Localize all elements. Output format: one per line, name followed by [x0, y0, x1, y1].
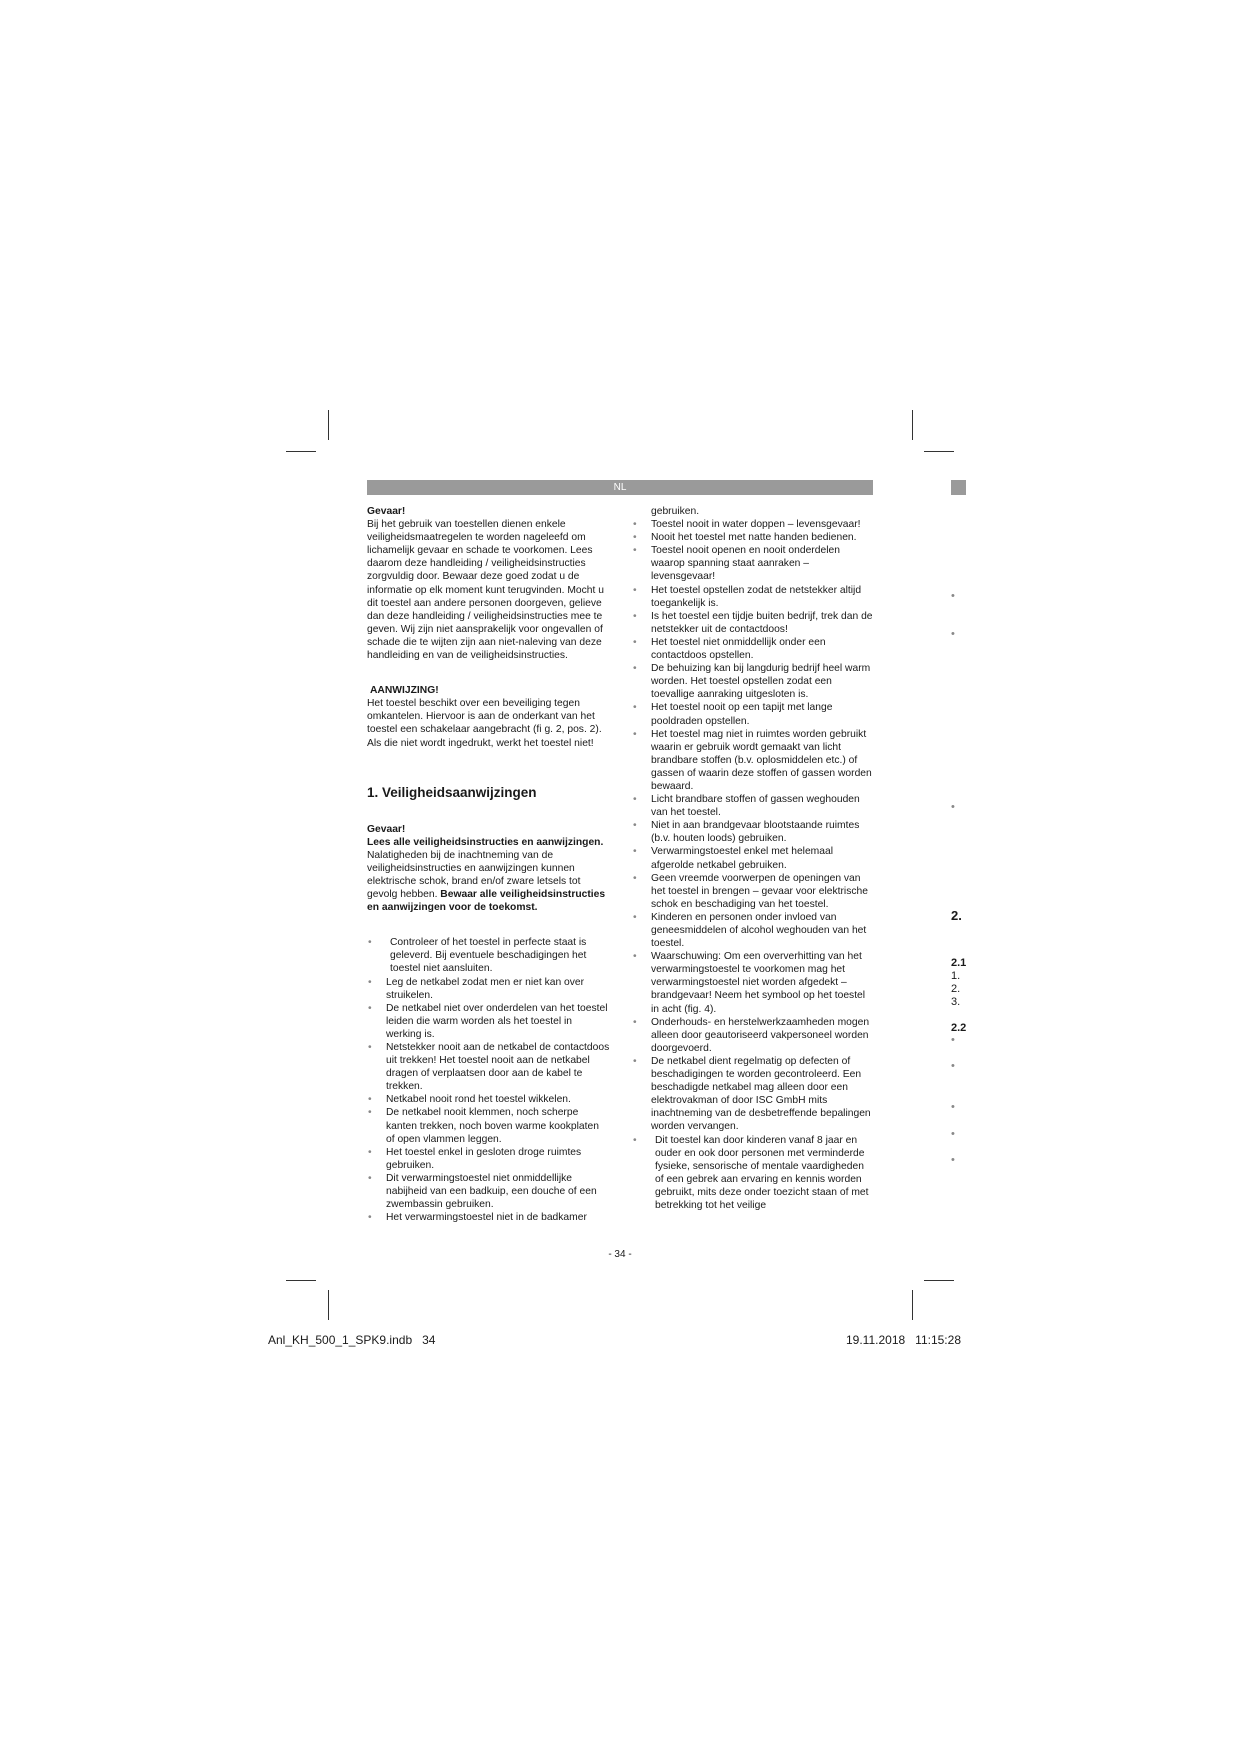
crop-mark — [286, 451, 316, 452]
crop-mark — [912, 410, 913, 440]
margin-step-number: 2. — [951, 983, 961, 995]
continuation-text: gebruiken. — [651, 506, 700, 517]
crop-mark — [912, 1290, 913, 1320]
list-item: • Niet in aan brandgevaar blootstaande ruimtes (b.v. houten loods) gebruiken. — [632, 819, 875, 845]
list-item: • Dit verwarmingstoestel niet onmiddellijke nabijheid van een badkuip, een douche of een zwembassin gebruiken. — [367, 1172, 610, 1211]
list-item: • Het toestel opstellen zodat de netstekker altijd toegankelijk is. — [632, 584, 875, 610]
list-item: • Waarschuwing: Om een oververhitting van het verwarmingstoestel te voorkomen mag het verwarmingstoestel niet worden afgedekt – brandgevaar! Neem het symbool op het toestel in acht (fig. 4). — [632, 950, 875, 1015]
danger2-title: Gevaar! — [367, 823, 406, 835]
danger-text: Bij het gebruik van toestellen dienen enkele veiligheidsmaatregelen te worden nageleefd om lichamelijk gevaar en schade te voorkomen. Lees daarom deze handleiding / veiligheidsinstructies zorgvuldig door. Bewaar deze goed zodat u de informatie op elk moment kunt terugvinden. Mocht u dit toestel aan andere personen doorgeven, gelieve dan deze handleiding / veiligheidsinstructies mee te geven. Wij zijn niet aansprakelijk voor ongevallen of schade die te wijten zijn aan niet-naleving van deze handleiding en van de veiligheidsinstructies. — [367, 519, 604, 662]
list-item: • De netkabel niet over onderdelen van het toestel leiden die warm worden als het toestel in werking is. — [367, 1002, 610, 1041]
list-item: • Het toestel enkel in gesloten droge ruimtes gebruiken. — [367, 1146, 610, 1172]
list-item: • Licht brandbare stoffen of gassen weghouden van het toestel. — [632, 793, 875, 819]
crop-mark — [924, 451, 954, 452]
margin-bullet: • — [951, 801, 955, 813]
margin-marker — [951, 480, 966, 495]
list-item: • Dit toestel kan door kinderen vanaf 8 jaar en ouder en ook door personen met verminderde fysieke, sensorische of mentale vaardigheden of een gebrek aan ervaring en kennis worden gebruikt, mits deze onder toezicht staan of met betrekking tot het veilige — [632, 1134, 875, 1213]
danger2-bold1: Lees alle veiligheidsinstructies en aanwijzingen. — [367, 836, 604, 848]
margin-bullet: • — [951, 590, 955, 602]
list-item: • De netkabel nooit klemmen, noch scherpe kanten trekken, noch boven warme kookplaten of open vlammen leggen. — [367, 1106, 610, 1145]
crop-mark — [286, 1280, 316, 1281]
list-item: • Is het toestel een tijdje buiten bedrijf, trek dan de netstekker uit de contactdoos! — [632, 610, 875, 636]
page-number: - 34 - — [608, 1249, 632, 1260]
danger2-body: Nalatigheden bij de inachtneming van de veiligheidsinstructies en aanwijzingen kunnen elektrische schok, brand en/of zware letsels tot gevolg hebben. — [367, 849, 581, 901]
list-item: • Kinderen en personen onder invloed van geneesmiddelen of alcohol weghouden van het toestel. — [632, 911, 875, 950]
print-timestamp: 19.11.2018 11:15:28 — [846, 1333, 961, 1347]
safety-list-right — [632, 518, 875, 1212]
list-item: • Nooit het toestel met natte handen bedienen. — [632, 531, 875, 544]
left-column — [367, 505, 610, 1224]
list-item: • Netstekker nooit aan de netkabel de contactdoos uit trekken! Het toestel nooit aan de netkabel dragen of verplaatsen door aan de kabel te trekken. — [367, 1041, 610, 1093]
margin-bullet: • — [951, 1154, 955, 1166]
margin-sub-number: 2.1 — [951, 957, 967, 969]
danger2-bold2: Bewaar alle veiligheidsinstructies en aanwijzingen voor de toekomst. — [367, 889, 606, 914]
list-item: • De behuizing kan bij langdurig bedrijf heel warm worden. Het toestel opstellen zodat een toevallige aanraking uitgesloten is. — [632, 662, 875, 701]
note-title: AANWIJZING! — [370, 685, 439, 697]
danger-title: Gevaar! — [367, 506, 406, 517]
crop-mark — [328, 1290, 329, 1320]
note-text: Het toestel beschikt over een beveiliging tegen omkantelen. Hiervoor is aan de onderkant van het toestel een schakelaar aangebracht (fi g. 2, pos. 2). Als die niet wordt ingedrukt, werkt het toestel niet! — [367, 698, 602, 749]
margin-step-number: 3. — [951, 996, 961, 1008]
list-item: • Netkabel nooit rond het toestel wikkelen. — [367, 1093, 610, 1106]
crop-mark — [924, 1280, 954, 1281]
list-item: • Geen vreemde voorwerpen de openingen van het toestel in brengen – gevaar voor elektrische schok en beschadiging van het toestel. — [632, 872, 875, 911]
margin-bullet: • — [951, 628, 955, 640]
file-name: Anl_KH_500_1_SPK9.indb 34 — [268, 1333, 436, 1347]
list-item: • Leg de netkabel zodat men er niet kan over struikelen. — [367, 976, 610, 1002]
safety-list-left — [367, 936, 610, 1224]
list-item: • Controleer of het toestel in perfecte staat is geleverd. Bij eventuele beschadigingen het toestel niet aansluiten. — [367, 936, 610, 975]
margin-bullet: • — [951, 1128, 955, 1140]
crop-mark — [328, 410, 329, 440]
list-item: • Het toestel niet onmiddellijk onder een contactdoos opstellen. — [632, 636, 875, 662]
margin-step-number: 1. — [951, 970, 961, 982]
list-item: • Toestel nooit in water doppen – levensgevaar! — [632, 518, 875, 531]
margin-sub-number: 2.2 — [951, 1022, 967, 1034]
list-item: • Het toestel mag niet in ruimtes worden gebruikt waarin er gebruik wordt gemaakt van licht brandbare stoffen (b.v. oplosmiddelen etc.) of gassen of waarin deze stoffen of gassen worden bewaard. — [632, 728, 875, 793]
danger2-text — [367, 836, 610, 915]
margin-section-number: 2. — [951, 908, 962, 923]
language-header: NL — [367, 480, 873, 495]
list-item: • Toestel nooit openen en nooit onderdelen waarop spanning staat aanraken – levensgevaar! — [632, 544, 875, 583]
list-item: • Onderhouds- en herstelwerkzaamheden mogen alleen door geautoriseerd vakpersoneel worden doorgevoerd. — [632, 1016, 875, 1055]
list-item: • Verwarmingstoestel enkel met helemaal afgerolde netkabel gebruiken. — [632, 845, 875, 871]
section-title: 1. Veiligheidsaanwijzingen — [367, 784, 537, 800]
right-column — [632, 505, 875, 1212]
margin-bullet: • — [951, 1060, 955, 1072]
list-item: • Het toestel nooit op een tapijt met lange pooldraden opstellen. — [632, 701, 875, 727]
list-item: • Het verwarmingstoestel niet in de badkamer — [367, 1211, 610, 1224]
margin-bullet: • — [951, 1101, 955, 1113]
list-item: • De netkabel dient regelmatig op defecten of beschadigingen te worden gecontroleerd. Een beschadigde netkabel mag alleen door een elektrovakman of door ISC GmbH mits inachtneming van de desbetreffende bepalingen worden vervangen. — [632, 1055, 875, 1134]
margin-bullet: • — [951, 1034, 955, 1046]
